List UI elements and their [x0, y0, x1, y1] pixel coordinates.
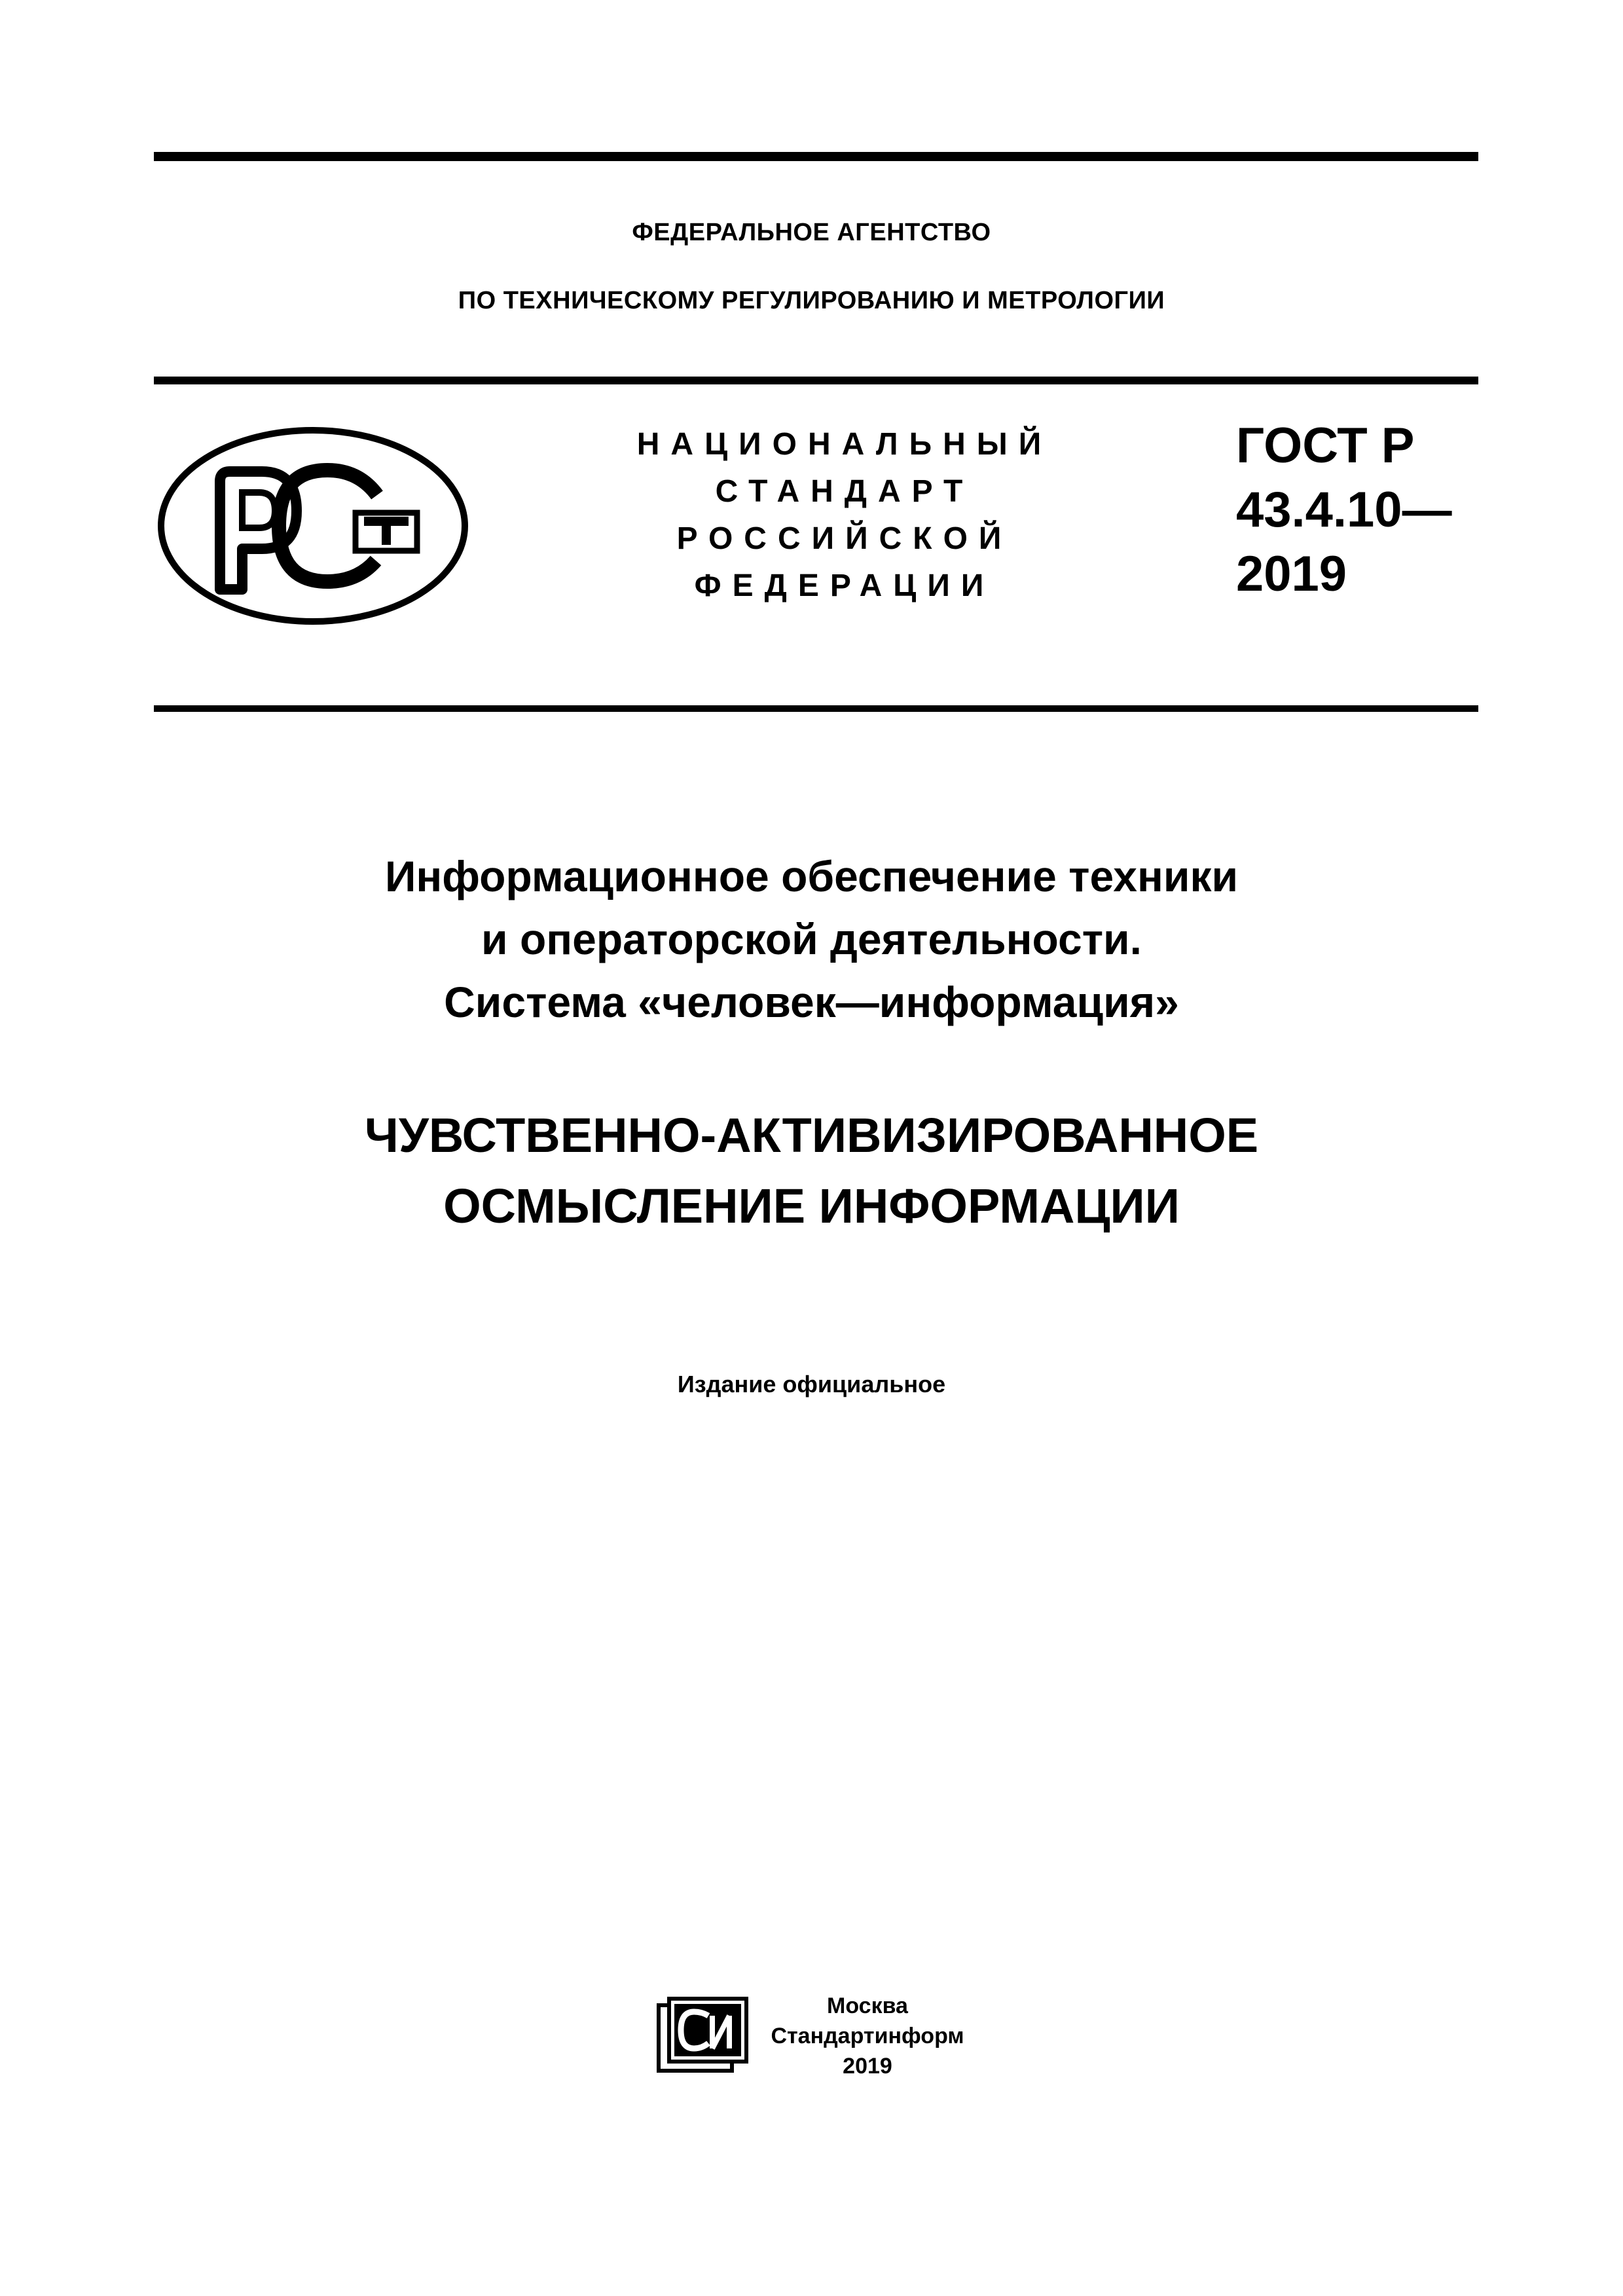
rst-logo-icon: [156, 426, 470, 626]
header-bottom-rule: [154, 705, 1478, 712]
document-subtitle-line-1: ЧУВСТВЕННО-АКТИВИЗИРОВАННОЕ: [364, 1108, 1259, 1162]
document-subtitle-line-2: ОСМЫСЛЕНИЕ ИНФОРМАЦИИ: [443, 1179, 1180, 1233]
document-title-line-3: Система «человек—информация»: [444, 978, 1179, 1026]
document-title-line-2: и операторской деятельности.: [481, 915, 1142, 963]
standard-type-line-1: НАЦИОНАЛЬНЫЙ: [636, 427, 1053, 462]
publisher-city: Москва: [827, 1993, 908, 2018]
agency-name-line-1: ФЕДЕРАЛЬНОЕ АГЕНТСТВО: [632, 219, 991, 246]
top-rule: [154, 152, 1478, 161]
standartinform-logo-icon: [656, 1996, 750, 2073]
agency-name-line-2: ПО ТЕХНИЧЕСКОМУ РЕГУЛИРОВАНИЮ И МЕТРОЛОГИИ: [458, 287, 1165, 314]
document-subtitle: [0, 1100, 1623, 1242]
document-title: [0, 845, 1623, 1033]
publisher-name: Стандартинформ: [771, 2024, 964, 2048]
gost-number-block: [1236, 414, 1511, 606]
edition-note: Издание официальное: [677, 1371, 946, 1398]
gost-number-line-2: 43.4.10—: [1236, 482, 1452, 538]
header-rule: [154, 377, 1478, 384]
gost-number-line-1: ГОСТ Р: [1236, 418, 1415, 473]
gost-number-line-3: 2019: [1236, 546, 1347, 602]
standard-type-block: [589, 421, 1100, 610]
publisher-year: 2019: [843, 2054, 892, 2079]
document-title-line-1: Информационное обеспечение техники: [384, 852, 1239, 900]
standard-type-line-4: ФЕДЕРАЦИИ: [694, 568, 995, 603]
standard-type-line-2: СТАНДАРТ: [715, 474, 974, 509]
publisher-info: [763, 1991, 972, 2081]
standard-type-line-3: РОССИЙСКОЙ: [676, 521, 1013, 556]
